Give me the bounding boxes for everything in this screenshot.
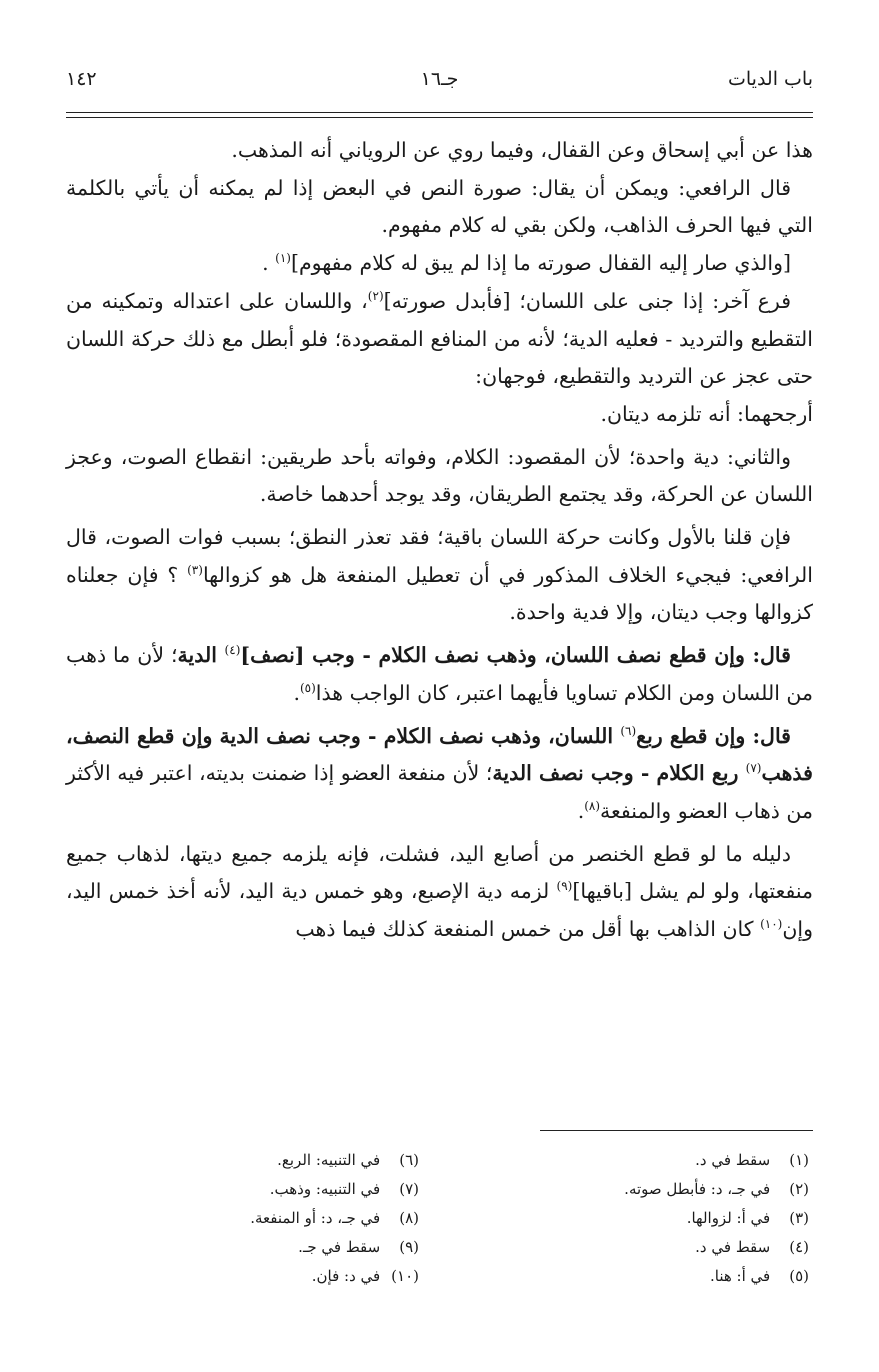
footnote-ref[interactable]: (١٠)	[760, 917, 783, 932]
footnote-ref[interactable]: (٩)	[556, 879, 573, 894]
footnote-ref[interactable]: (١)	[275, 251, 291, 266]
main-text	[66, 132, 813, 949]
footnote-ref[interactable]: (٦)	[620, 723, 637, 738]
footnote: (٥) في أ: هنا.	[710, 1267, 809, 1285]
page-number: ١٤٢	[66, 68, 97, 90]
paragraph-9: قال: وإن قطع ربع$^{(٦)}$ اللسان، وذهب نصف الكلام - وجب نصف الدية وإن قطع النصف، فذهب$^{(٧)}$ ربع الكلام - وجب نصف الدية؛ لأن منفعة العضو إذا ضمنت بديته، اعتبر فيه الأكثر من ذهاب العضو والمنفعة$^{(٨)}$.	[66, 723, 813, 823]
footnote-ref[interactable]: (٢)	[367, 288, 384, 303]
paragraph-3: [والذي صار إليه القفال صورته ما إذا لم يبق له كلام مفهوم]$^{(١)}$ .	[262, 251, 791, 276]
paragraph-6: والثاني: دية واحدة؛ لأن المقصود: الكلام، وفواته بأحد طريقين: انقطاع الصوت، وعجز اللسان عن الحركة، وقد يجتمع الطريقان، وقد يوجد أحدهما خاصة.	[66, 444, 813, 507]
page-header	[66, 62, 813, 102]
footnotes-right-column	[479, 1146, 809, 1291]
footnote: (٩) سقط في جـ.	[298, 1238, 419, 1256]
footnote-ref[interactable]: (٥)	[299, 681, 316, 696]
footnote: (٧) في التنبيه: وذهب.	[269, 1180, 419, 1198]
footnote: (٨) في جـ، د: أو المنفعة.	[250, 1209, 419, 1227]
header-rule-thin	[66, 117, 813, 118]
paragraph-7: فإن قلنا بالأول وكانت حركة اللسان باقية؛ فقد تعذر النطق؛ بسبب فوات الصوت، قال الرافعي: فيجيء الخلاف المذكور في أن تعطيل المنفعة هل هو كزوالها$^{(٣)}$ ؟ فإن جعلناه كزوالها وجب ديتان، وإلا فدية واحدة.	[66, 525, 813, 625]
footnote-rule	[540, 1130, 813, 1131]
paragraph-8: قال: وإن قطع نصف اللسان، وذهب نصف الكلام - وجب [نصف]$^{(٤)}$ الدية؛ لأن ما ذهب من اللسان ومن الكلام تساويا فأيهما اعتبر، كان الواجب هذا$^{(٥)}$.	[66, 643, 813, 705]
footnote: (١) سقط في د.	[695, 1151, 809, 1169]
paragraph-10: دليله ما لو قطع الخنصر من أصابع اليد، فشلت، فإنه يلزمه جميع ديتها، لذهاب جميع منفعتها، ولو لم يشل [باقيها]$^{(٩)}$ لزمه دية الإصبع، وهو خمس دية اليد، لأنه أخذ خمس اليد، وإن$^{(١٠)}$ كان الذاهب بها أقل من خمس المنفعة كذلك فيما ذهب	[66, 841, 813, 942]
paragraph-1: هذا عن أبي إسحاق وعن القفال، وفيما روي عن الروياني أنه المذهب.	[231, 138, 813, 162]
footnote: (٣) في أ: لزوالها.	[686, 1209, 809, 1227]
paragraph-4: فرع آخر: إذا جنى على اللسان؛ [فأبدل صورته]$^{(٢)}$، واللسان على اعتداله وتمكينه من التقطيع والترديد - فعليه الدية؛ لأنه من المنافع المقصودة؛ فلو أبطل مع ذلك حركة اللسان حتى عجز عن الترديد والتقطيع، فوجهان:	[66, 288, 813, 389]
paragraph-5: أرجحهما: أنه تلزمه ديتان.	[600, 401, 813, 426]
footnote: (١٠) في د: فإن.	[311, 1267, 419, 1285]
footnote: (٢) في جـ، د: فأبطل صوته.	[624, 1180, 809, 1198]
footnote: (٦) في التنبيه: الربع.	[277, 1151, 419, 1169]
footnote-ref[interactable]: (٨)	[584, 799, 601, 814]
footnote-ref[interactable]: (٤)	[224, 643, 241, 658]
paragraph-2: قال الرافعي: ويمكن أن يقال: صورة النص في البعض إذا لم يمكنه أن يأتي بالكلمة التي فيها الحرف الذاهب، ولكن بقي له كلام مفهوم.	[66, 175, 813, 238]
footnotes-left-column	[79, 1146, 419, 1291]
header-rule-thick	[66, 112, 813, 113]
footnote: (٤) سقط في د.	[695, 1238, 809, 1256]
footnote-ref[interactable]: (٣)	[187, 562, 203, 577]
footnote-ref[interactable]: (٧)	[745, 761, 762, 776]
chapter-title: باب الديات	[727, 68, 813, 90]
volume-label: جـ١٦	[420, 68, 459, 90]
